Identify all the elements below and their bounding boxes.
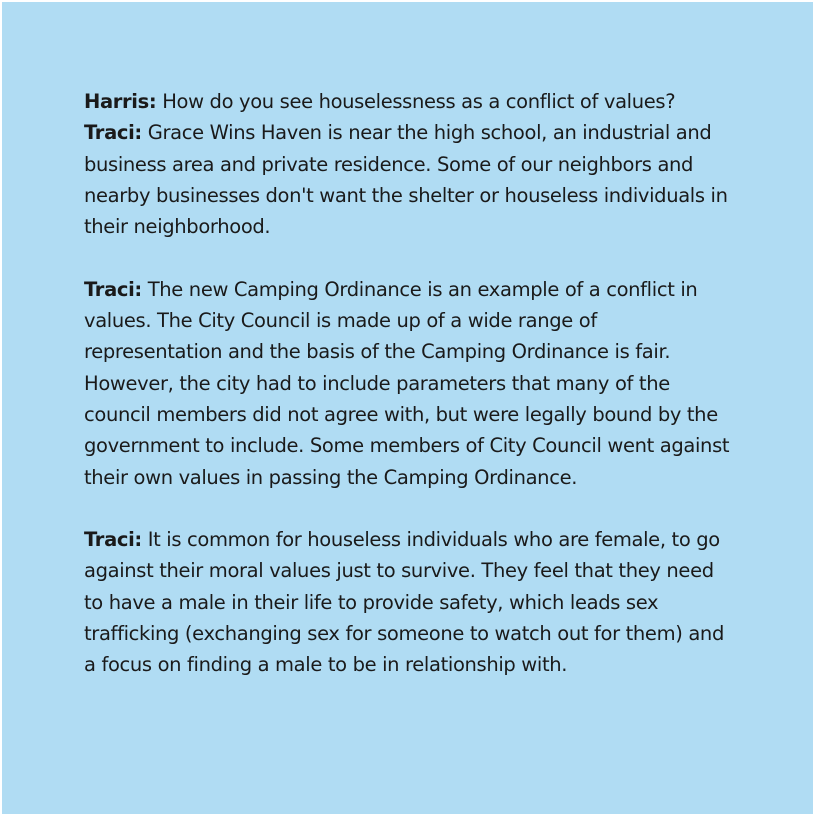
question-text: How do you see houselessness as a conflict of values?	[156, 90, 676, 113]
answer-paragraph-2	[84, 274, 734, 493]
answer-text-1: Grace Wins Haven is near the high school, an industrial and business area and private residence. Some of our neighbors and nearby businesses don't want the shelter or houseless individuals in their neighborhood.	[84, 121, 728, 239]
speaker-label-harris: Harris:	[84, 90, 157, 113]
paragraph-spacer	[84, 493, 734, 524]
speaker-label-traci: Traci:	[84, 277, 142, 301]
answer-text-2: The new Camping Ordinance is an example of a conflict in values. The City Council is made up of a wide range of representation and the basis of the Camping Ordinance is fair. However, the city had to include parameters that many of the council members did not agree with, but were legally bound by the government to include. Some members of City Council went against their own values in passing the Camping Ordinance.	[84, 277, 730, 489]
answer-paragraph-3	[84, 524, 734, 680]
speaker-label-traci: Traci:	[84, 528, 142, 552]
speaker-label-traci: Traci:	[84, 121, 142, 145]
paragraph-spacer	[84, 242, 734, 273]
question-paragraph	[84, 86, 734, 117]
answer-text-3: It is common for houseless individuals who are female, to go against their moral values just to survive. They feel that they need to have a male in their life to provide safety, which leads sex trafficking (exchanging sex for someone to watch out for them) and a focus on finding a male to be in relationship with.	[84, 528, 724, 677]
interview-content	[84, 86, 734, 681]
answer-paragraph-1	[84, 117, 734, 242]
interview-panel	[2, 2, 813, 814]
